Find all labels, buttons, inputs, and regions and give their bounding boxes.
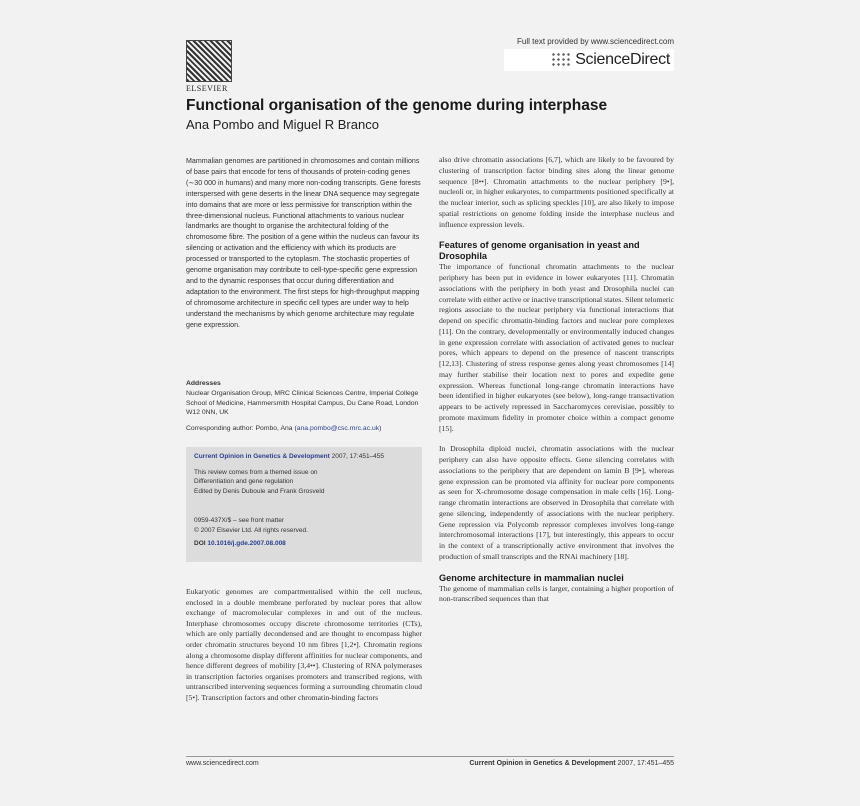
sciencedirect-dots-icon <box>551 52 571 68</box>
page-footer <box>186 756 674 767</box>
right-paragraph-4: The genome of mammalian cells is larger, containing a higher proportion of non-transcribed sequences than that <box>439 583 674 604</box>
corresponding-author <box>186 425 422 432</box>
footer-citation-text: 2007, 17:451–455 <box>615 760 674 767</box>
right-paragraph-1: also drive chromatin associations [6,7], which are likely to be favoured by clustering of transcription factor binding sites along the linear genome sequence [8••]. Chromatin attachments to the nuclear periphery [9•], nucleoli or, in higher eukaryotes, to compartments positioned specifically at the nuclear interior, such as splicing speckles [10], are also likely to impose spatial restrictions on genome folding inside the interphase nucleus and influence expression levels. <box>439 155 674 229</box>
info-citation-text: 2007, 17:451–455 <box>329 453 385 460</box>
corr-label: Corresponding author: Pombo, Ana ( <box>186 425 297 432</box>
sciencedirect-banner[interactable] <box>504 37 674 71</box>
section-heading-mammalian: Genome architecture in mammalian nuclei <box>439 572 624 583</box>
right-paragraph-2: The importance of functional chromatin attachments to the nuclear periphery has been put in evidence in lower eukaryotes [11]. Chromatin associations with the periphery in both yeast and Drosophila nuclei can correlate with either active or inactive transcriptional states. Silent telomeric regions associate to the nuclear periphery via functional interactions that depend on specific chromatin-binding factors and nuclear pore complexes [11]. On the contrary, developmentally or environmentally induced changes in gene expression correlate with association of activated genes to nuclear pores, which appears to depend on the presence of nascent transcripts [12,13]. Clustering of stress response genes along yeast chromosomes [14] may further stabilise their location next to pores and expedite gene expression. Whereas functional long-range chromatin interactions have been identified in higher eukaryotes (see below), long-range transactivation appears to be actively repressed in Saccharomyces cerevisiae, possibly to promote maximum fidelity in promoter choice within a compact genome [15]. <box>439 262 674 433</box>
doi-line <box>194 539 414 549</box>
doi-label: DOI <box>194 540 208 547</box>
publisher-name: ELSEVIER <box>186 84 228 93</box>
issue-line-3: Edited by Denis Duboule and Frank Grosveld <box>194 487 325 495</box>
footer-journal: Current Opinion in Genetics & Development <box>469 760 616 767</box>
addresses <box>186 379 422 418</box>
issue-line-2: Differentiation and gene regulation <box>194 478 294 485</box>
issue-line-1: This review comes from a themed issue on <box>194 468 318 476</box>
copyright: © 2007 Elsevier Ltd. All rights reserved. <box>194 526 308 534</box>
info-citation <box>194 452 414 462</box>
right-column <box>439 155 674 605</box>
section-heading-yeast: Features of genome organisation in yeast and Drosophila <box>439 240 640 262</box>
issn: 0959-437X/$ – see front matter <box>194 517 284 524</box>
sciencedirect-logo <box>504 49 674 71</box>
fulltext-note: Full text provided by www.sciencedirect.com <box>517 37 674 46</box>
addresses-text: Nuclear Organisation Group, MRC Clinical Sciences Centre, Imperial College School of Medicine, Hammersmith Hospital Campus, Du Cane Road, London W12 0NN, UK <box>186 389 419 417</box>
doi-link[interactable]: 10.1016/j.gde.2007.08.008 <box>207 540 286 547</box>
article-title: Functional organisation of the genome during interphase <box>186 97 608 114</box>
addresses-label: Addresses <box>186 380 221 387</box>
right-paragraph-3: In Drosophila diploid nuclei, chromatin associations with the nuclear periphery can also have opposite effects. Gene silencing correlates with associations to the periphery that are dependent on lamin B [9•], whereas gene expression can be promoted via affinity for nuclear pore components as seen for X-chromosome dosage compensation in male cells [16]. Long-range chromatin interactions are observed in Drosophila that correlate with gene silencing, independently of associations with the nuclear periphery. Gene repression via Polycomb repressor complexes involves long-range interchromosomal interactions [17], but interestingly, this appears to occur in the context of a transcriptionally active environment that involves the production of small transcripts and the RNAi machinery [18]. <box>439 444 674 561</box>
abstract: Mammalian genomes are partitioned in chromosomes and contain millions of base pairs that encode for tens of thousands of protein-coding genes (∼30 000 in humans) and many more non-coding transcripts. Gene forests interspersed with gene deserts in the linear DNA sequence may segregate into domains that are more or less permissive for transcription within the three-dimensional nucleus. Functional attachments to various nuclear landmarks are thought to organise the architectural folding of the chromosome fibre. The position of a gene within the nucleus can favour its silencing or activation and the efficiency with which its products are processed or transported to the cytoplasm. The stochastic properties of genome organisation may contribute to cell-type-specific gene expression and to the dynamic responses that occur during differentiation and adaptation to the environment. The first steps for high-throughput mapping of chromosome architecture in specific cell types are under way to help understand the mechanisms by which genome architecture may regulate gene expression. <box>186 157 421 329</box>
elsevier-tree-icon <box>186 40 232 82</box>
footer-citation <box>469 760 674 767</box>
corr-email-link[interactable]: ana.pombo@csc.mrc.ac.uk <box>296 425 380 432</box>
info-journal[interactable]: Current Opinion in Genetics & Development <box>194 453 330 460</box>
footer-url[interactable]: www.sciencedirect.com <box>186 760 259 767</box>
left-body-text: Eukaryotic genomes are compartmentalised within the cell nucleus, enclosed in a double membrane perforated by nuclear pores that allow exchange of macromolecular complexes in and out of the nucleus. Interphase chromosomes occupy discrete chromosome territories (CTs), which are only partially decondensed and are thought to encompass higher order chromatin structures beyond 10 nm fibres [1,2•]. Chromatin regions along a chromosome display different affinities for nuclear components, and hence different degrees of mobility [3,4••]. Clustering of RNA polymerases in transcription factories organises promoters and transcribed regions, with untranscribed intervening sequences forming a surrounding chromatin cloud [5•]. Transcription factors and other chromatin-binding factors <box>186 587 422 702</box>
article-info-box <box>186 447 422 562</box>
corr-end: ) <box>379 425 382 432</box>
elsevier-logo <box>186 40 234 93</box>
sciencedirect-brand: ScienceDirect <box>575 51 670 68</box>
article-authors: Ana Pombo and Miguel R Branco <box>186 117 379 132</box>
